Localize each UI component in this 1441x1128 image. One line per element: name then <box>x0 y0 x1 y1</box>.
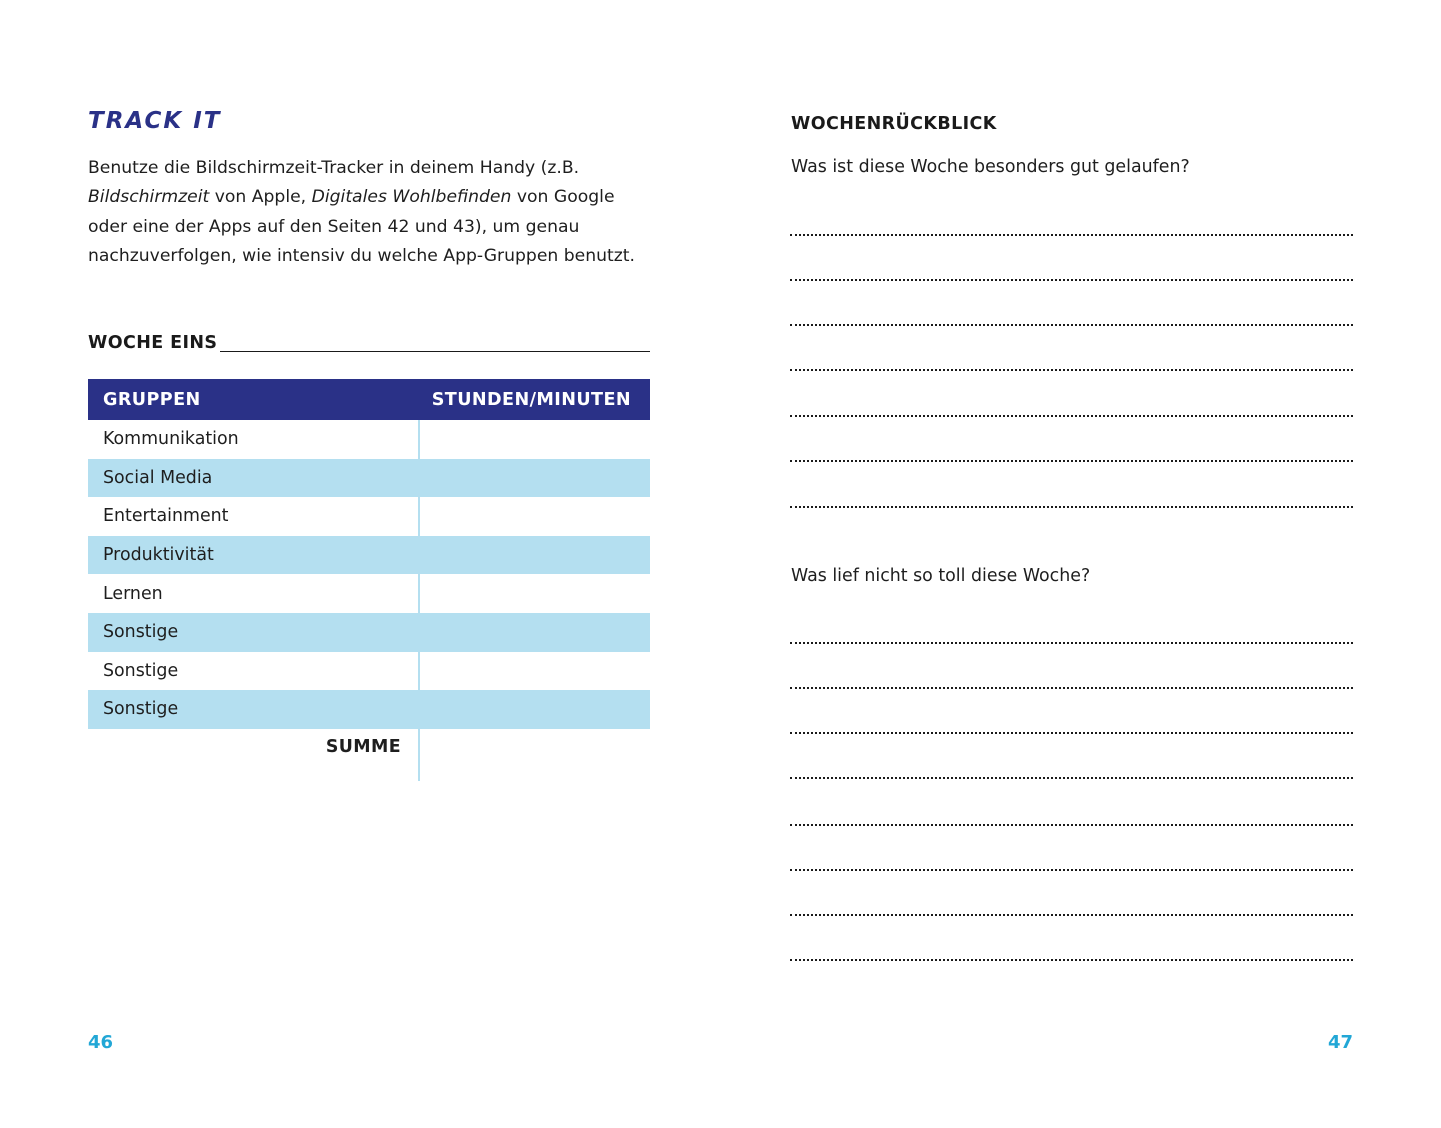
answer-line[interactable] <box>790 279 1353 281</box>
question-bad: Was lief nicht so toll diese Woche? <box>791 566 1091 586</box>
track-it-title: TRACK IT <box>88 108 222 134</box>
answer-line[interactable] <box>790 642 1353 644</box>
time-value-cell[interactable] <box>420 420 650 459</box>
group-name: Sonstige <box>103 699 179 720</box>
answer-line[interactable] <box>790 460 1353 462</box>
table-row <box>88 690 650 729</box>
week-write-line[interactable] <box>220 351 650 352</box>
sum-row <box>88 729 650 781</box>
intro-app-1: Bildschirmzeit <box>88 187 210 208</box>
group-name: Produktivität <box>103 545 214 566</box>
header-time: STUNDEN/MINUTEN <box>431 389 631 410</box>
table-row <box>88 420 650 459</box>
page-number-left: 46 <box>88 1032 114 1053</box>
table-row <box>88 536 650 575</box>
intro-part-3: von Google oder eine der Apps auf den Seiten 42 und 43), um genau nachzuverfolgen, wie intensiv du welche App-Gruppen benutzt. <box>88 187 635 266</box>
answer-line[interactable] <box>790 824 1353 826</box>
group-name: Sonstige <box>88 652 420 691</box>
question-good: Was ist diese Woche besonders gut gelaufen? <box>791 157 1190 177</box>
time-value-cell[interactable] <box>420 690 650 729</box>
time-value-cell[interactable] <box>420 613 650 652</box>
intro-part-1: Benutze die Bildschirmzeit-Tracker in deinem Handy (z.B. <box>88 158 580 178</box>
time-value-cell[interactable] <box>420 574 650 613</box>
week-row <box>88 330 650 354</box>
answer-line[interactable] <box>790 869 1353 871</box>
answer-line[interactable] <box>790 506 1353 508</box>
answer-line[interactable] <box>790 687 1353 689</box>
time-value-cell[interactable] <box>420 459 650 498</box>
left-page <box>0 0 720 1128</box>
intro-app-2: Digitales Wohlbefinden <box>311 187 512 208</box>
table-header <box>88 379 650 420</box>
header-groups: GRUPPEN <box>103 389 201 410</box>
answer-line[interactable] <box>790 914 1353 916</box>
table-row <box>88 574 650 613</box>
tracker-table <box>88 379 650 781</box>
page-number-right: 47 <box>1327 1032 1353 1053</box>
answer-line[interactable] <box>790 777 1353 779</box>
sum-label: SUMME <box>88 729 420 781</box>
sum-value-cell[interactable] <box>420 729 650 781</box>
time-value-cell[interactable] <box>420 652 650 691</box>
intro-part-2: von Apple, <box>209 187 312 208</box>
table-row <box>88 652 650 691</box>
answer-line[interactable] <box>790 234 1353 236</box>
table-body <box>88 420 650 729</box>
answer-line[interactable] <box>790 324 1353 326</box>
week-label: WOCHE EINS <box>88 333 218 353</box>
group-name: Social Media <box>103 467 213 488</box>
answer-line[interactable] <box>790 415 1353 417</box>
time-value-cell[interactable] <box>420 497 650 536</box>
table-row <box>88 497 650 536</box>
time-value-cell[interactable] <box>420 536 650 575</box>
intro-text <box>88 154 658 271</box>
right-page <box>720 0 1441 1128</box>
answer-line[interactable] <box>790 732 1353 734</box>
answer-line[interactable] <box>790 369 1353 371</box>
answer-line[interactable] <box>790 959 1353 961</box>
review-title: WOCHENRÜCKBLICK <box>791 114 997 134</box>
group-name: Lernen <box>88 574 420 613</box>
table-row <box>88 613 650 652</box>
table-row <box>88 459 650 498</box>
group-name: Entertainment <box>88 497 420 536</box>
group-name: Kommunikation <box>88 420 420 459</box>
group-name: Sonstige <box>103 622 179 643</box>
